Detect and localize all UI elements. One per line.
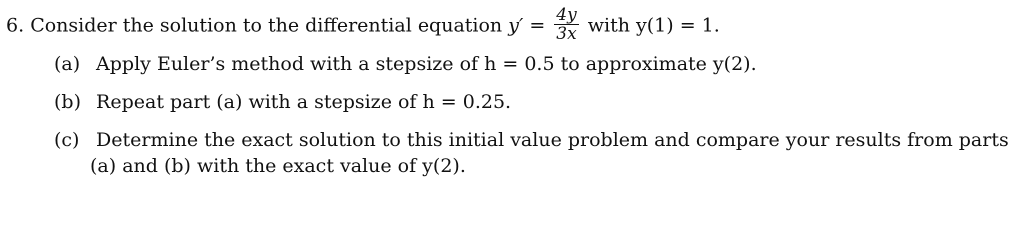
- part-b-label: (b): [54, 91, 81, 113]
- part-c-text-line1: Determine the exact solution to this initial value problem and compare your results from parts: [96, 129, 1009, 151]
- equation-fraction: [554, 6, 578, 43]
- part-c: [54, 128, 1009, 152]
- fraction-denominator: 3x: [556, 24, 577, 44]
- problem-number: 6.: [6, 14, 25, 37]
- part-c-text-line2: (a) and (b) with the exact value of y(2).: [90, 155, 466, 177]
- part-a-text: Apply Euler’s method with a stepsize of h = 0.5 to approximate y(2).: [96, 53, 757, 75]
- stem-suffix: with y(1) = 1.: [587, 14, 720, 37]
- part-b: [54, 90, 511, 114]
- part-c-label: (c): [54, 129, 80, 151]
- part-c-continuation: [90, 154, 466, 178]
- part-a-label: (a): [54, 53, 81, 75]
- stem-prefix: Consider the solution to the differential equation: [30, 14, 503, 37]
- problem-stem: [6, 5, 720, 45]
- fraction-numerator: 4y: [556, 5, 577, 25]
- equation-lhs: y′ =: [508, 14, 546, 37]
- part-b-text: Repeat part (a) with a stepsize of h = 0.25.: [96, 91, 512, 113]
- part-a: [54, 52, 757, 76]
